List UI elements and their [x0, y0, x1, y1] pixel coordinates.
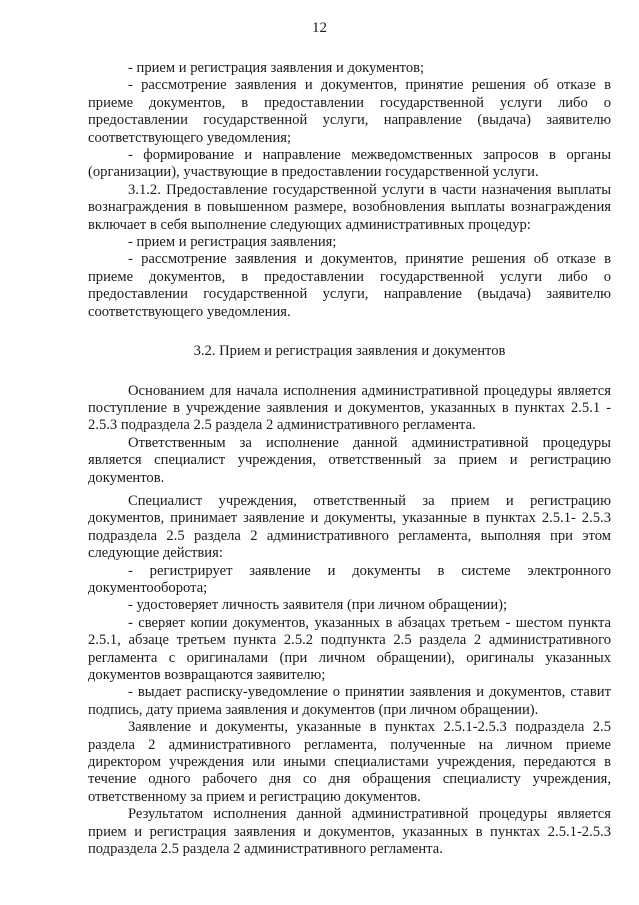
document-body [88, 60, 611, 858]
section-heading: 3.2. Прием и регистрация заявления и документов [193, 343, 506, 360]
paragraph: Специалист учреждения, ответственный за прием и регистрацию документов, принимает заявление и документы, указанные в пунктах 2.5.1- 2.5.3 подраздела 2.5 раздела 2 административного регламента, выполняя при этом следующие действия: [88, 492, 611, 562]
page-number: 12 [312, 20, 327, 36]
paragraph: - прием и регистрация заявления; [128, 234, 337, 251]
paragraph: - выдает расписку-уведомление о принятии заявления и документов, ставит подпись, дату приема заявления и документов (при личном обращении). [88, 684, 611, 718]
paragraph: Результатом исполнения данной административной процедуры является прием и регистрация заявления и документов, указанных в пунктах 2.5.1-2.5.3 подраздела 2.5 раздела 2 административного регламента. [88, 806, 611, 858]
paragraph: Ответственным за исполнение данной административной процедуры является специалист учреждения, ответственный за прием и регистрацию документов. [88, 434, 611, 486]
paragraph: - удостоверяет личность заявителя (при личном обращении); [128, 597, 508, 614]
paragraph: - рассмотрение заявления и документов, принятие решения об отказе в приеме документов, в предоставлении государственной услуги либо о предоставлении государственной услуги, направление (выдача) заявителю соответствующего уведомления. [88, 251, 611, 320]
paragraph: Заявление и документы, указанные в пунктах 2.5.1-2.5.3 подраздела 2.5 раздела 2 административного регламента, полученные на личном приеме директором учреждения или иными специалистами учреждения, передаются в течение одного рабочего дня со дня обращения специалисту учреждения, ответственному за прием и регистрацию документов. [88, 719, 611, 805]
paragraph: 3.1.2. Предоставление государственной услуги в части назначения выплаты вознаграждения в повышенном размере, возобновления выплаты вознаграждения включает в себя выполнение следующих административных процедур: [88, 181, 611, 233]
paragraph: - рассмотрение заявления и документов, принятие решения об отказе в приеме документов, в предоставлении государственной услуги либо о предоставлении государственной услуги, направление (выдача) заявителю соответствующего уведомления; [88, 77, 611, 146]
paragraph: - регистрирует заявление и документы в системе электронного документооборота; [88, 562, 611, 596]
paragraph: - формирование и направление межведомственных запросов в органы (организации), участвующие в предоставлении государственной услуги. [88, 147, 611, 181]
paragraph: Основанием для начала исполнения административной процедуры является поступление в учреждение заявления и документов, указанных в пунктах 2.5.1 - 2.5.3 подраздела 2.5 раздела 2 административного регламента. [88, 382, 611, 434]
paragraph: - прием и регистрация заявления и документов; [128, 60, 425, 76]
paragraph: - сверяет копии документов, указанных в абзацах третьем - шестом пункта 2.5.1, абзаце третьем пункта 2.5.2 подпункта 2.5 раздела 2 административного регламента с оригиналами (при личном обращении), оригиналы указанных документов возвращаются заявителю; [88, 614, 611, 683]
